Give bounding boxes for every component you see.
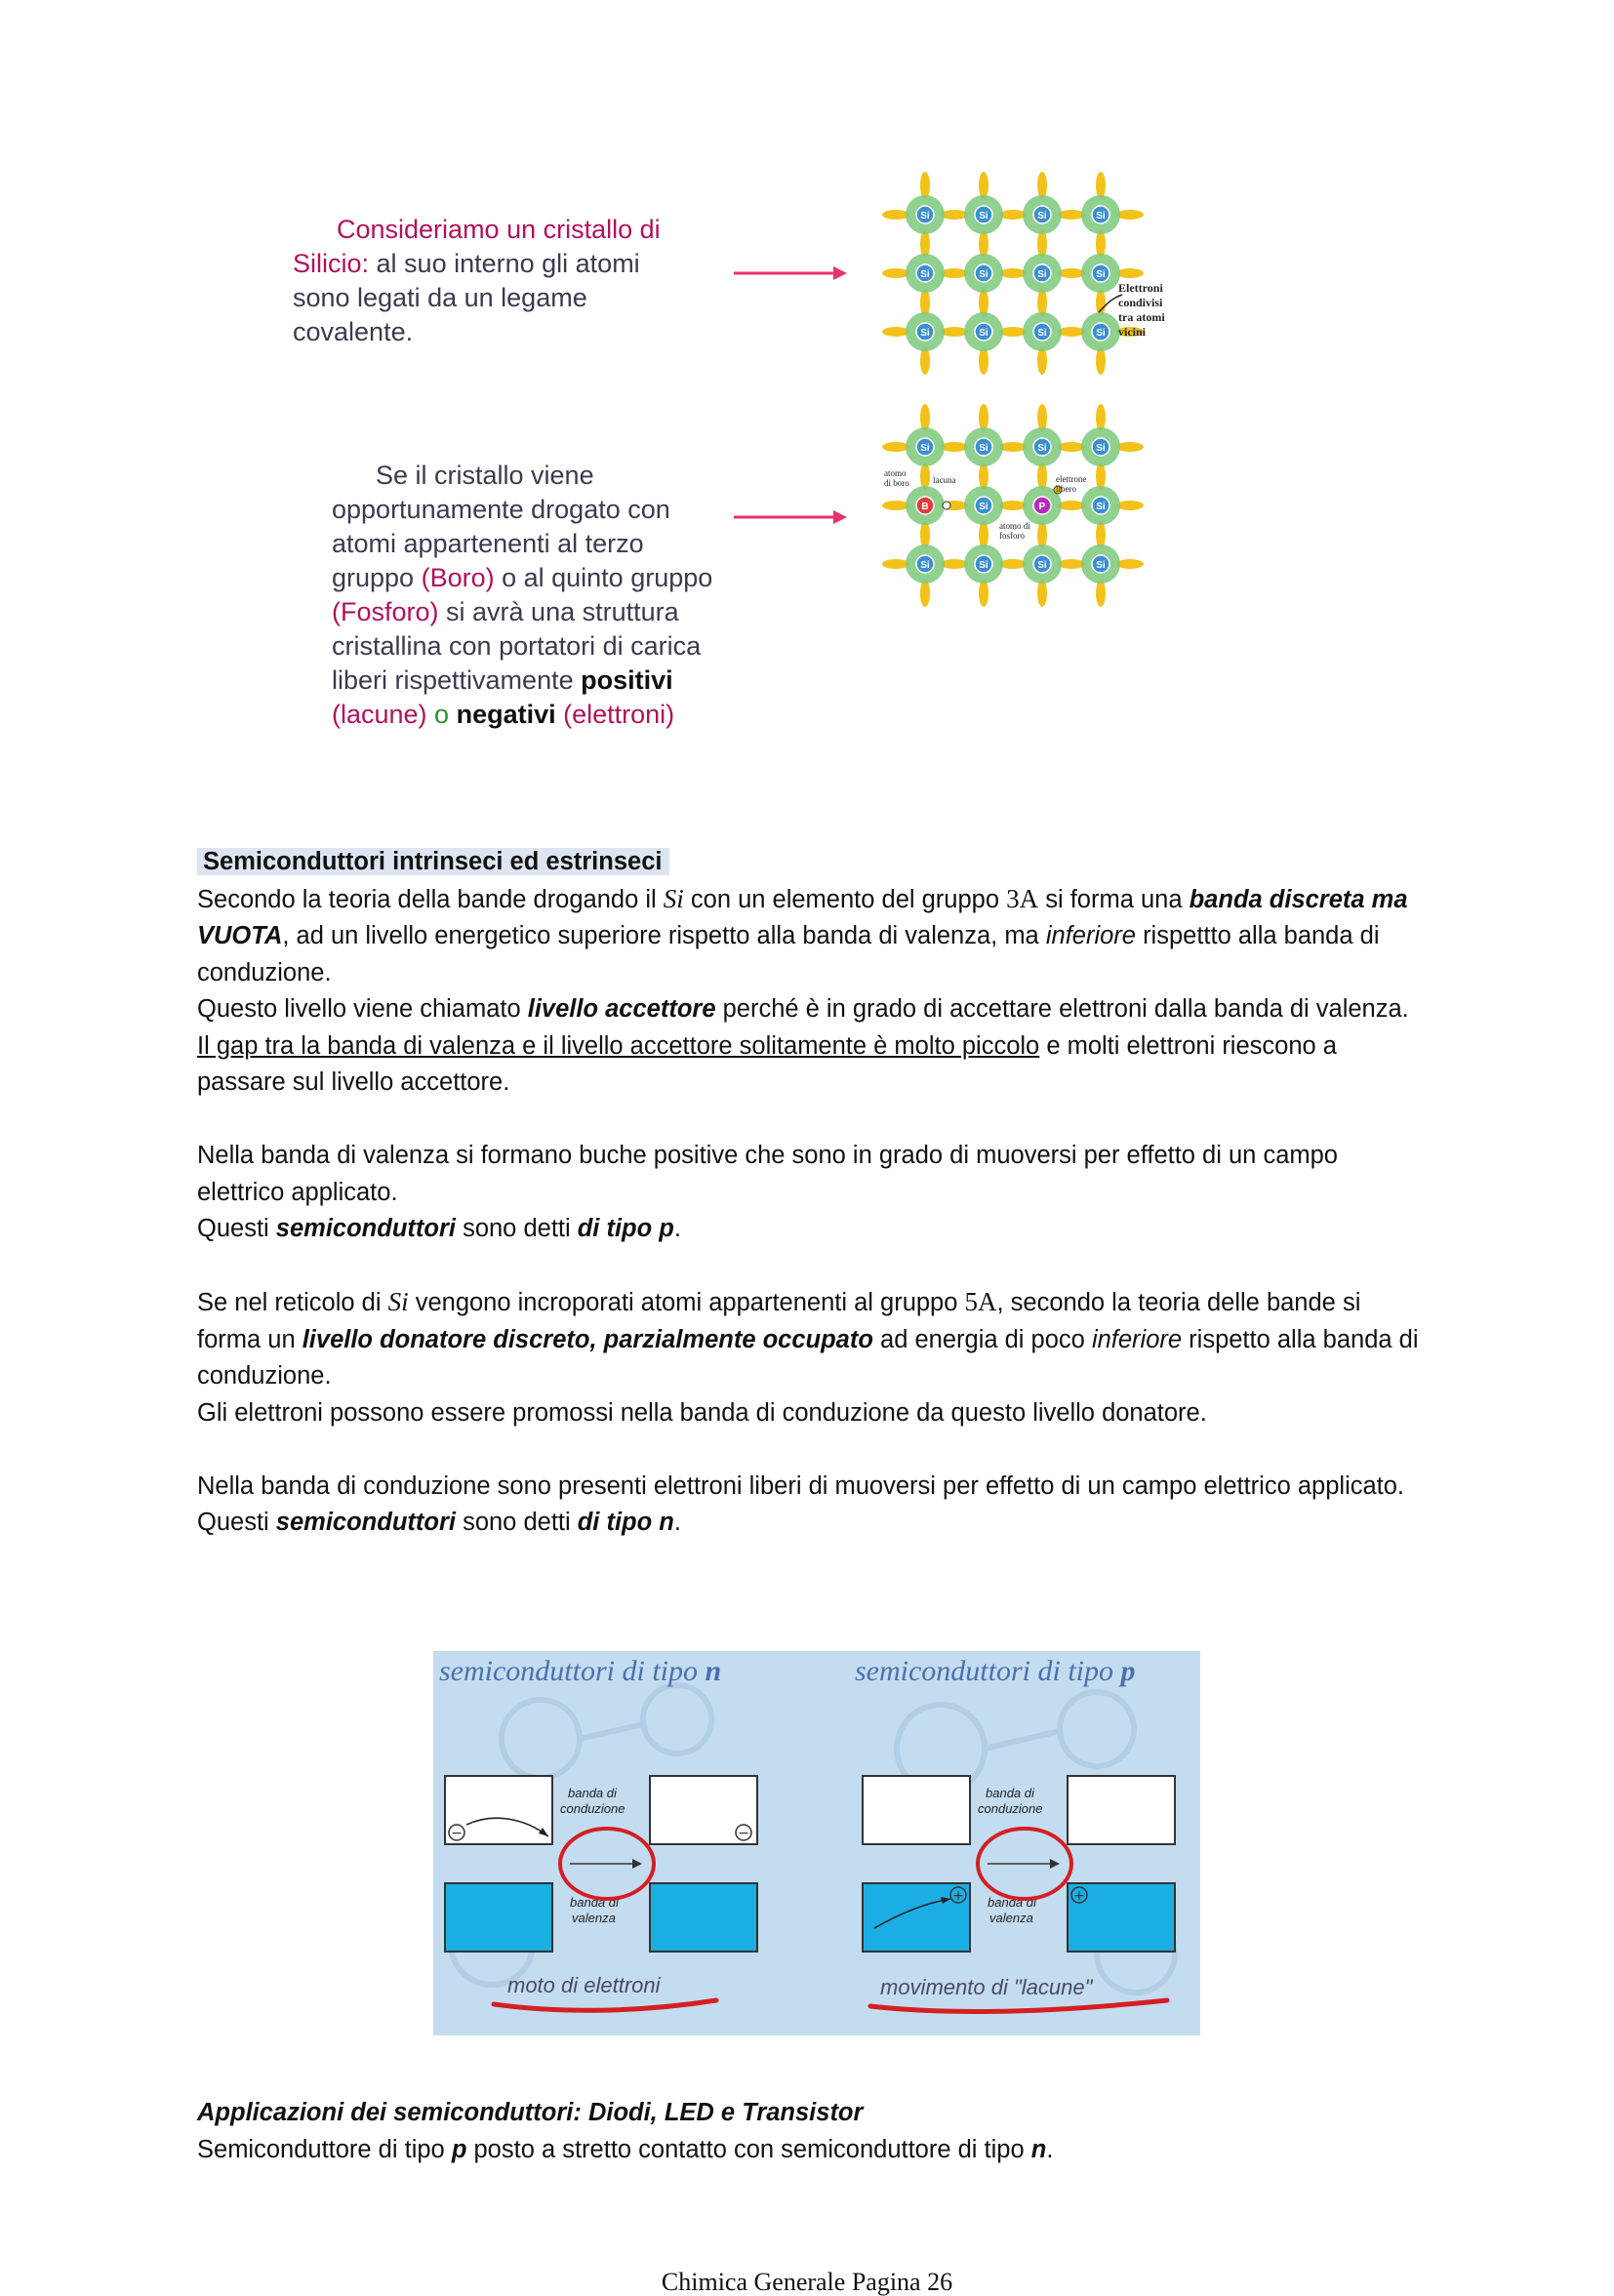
doping-text-holes: (lacune) (332, 700, 427, 729)
shared-electron-pair (999, 442, 1027, 452)
svg-text:Si: Si (1037, 443, 1047, 454)
page-footer: Chimica Generale Pagina 26 (661, 2268, 953, 2296)
paragraph: Questi semiconduttori sono detti di tipo n. (197, 1509, 681, 1536)
valence-band-n-left (445, 1883, 552, 1952)
shared-electron-pair (1096, 172, 1106, 199)
doping-text-line: o al quinto gruppo (494, 563, 713, 592)
valence-label-n: banda di (570, 1895, 619, 1910)
shared-electron-pair (882, 559, 909, 569)
atom (906, 254, 945, 293)
shared-electron-pair (1058, 559, 1085, 569)
shared-electrons-annotation: Elettroni condivisi tra atomi vicini (1118, 281, 1165, 339)
svg-text:Si: Si (979, 502, 989, 512)
atom (906, 544, 945, 584)
doping-text-line: liberi rispettivamente (332, 665, 582, 695)
shared-electron-pair (1116, 501, 1144, 510)
doping-text-line: Se il cristallo viene (376, 461, 594, 490)
shared-electron-pair (920, 172, 930, 199)
doping-text-line: opportunamente drogato con (332, 495, 670, 524)
svg-text:Si: Si (1096, 269, 1106, 280)
shared-electron-pair (1058, 210, 1085, 220)
shared-electron-pair (941, 268, 968, 278)
doping-text-negative: negativi (456, 700, 556, 729)
shared-electron-pair (1116, 210, 1144, 220)
shared-electron-pair (882, 210, 909, 220)
atom (964, 486, 1003, 525)
atom (1081, 486, 1120, 525)
conduction-label-n: conduzione (560, 1801, 625, 1816)
shared-electron-pair (1037, 580, 1047, 607)
svg-text:B: B (921, 502, 929, 512)
shared-electron-pair (1116, 559, 1144, 569)
shared-electron-pair (1037, 172, 1047, 199)
phosphorus-annotation: atomo di fosforo (999, 521, 1030, 541)
doping-text-electrons: (elettroni) (555, 700, 675, 729)
shared-electron-pair (941, 442, 968, 452)
valence-label-n: valenza (572, 1911, 616, 1925)
shared-electron-pair (882, 442, 909, 452)
svg-text:Si: Si (1037, 269, 1047, 280)
svg-text:Si: Si (1096, 560, 1106, 571)
doping-text-line: si avrà una struttura (438, 597, 679, 626)
caption-n-type: moto di elettroni (507, 1973, 661, 1997)
shared-electron-pair (979, 580, 989, 607)
svg-text:Si: Si (1096, 502, 1106, 512)
shared-electron-pair (1096, 521, 1106, 548)
shared-electron-pair (920, 580, 930, 607)
section-heading: Applicazioni dei semiconduttori: Diodi, LED e Transistor (197, 2099, 864, 2126)
svg-text:Si: Si (920, 328, 930, 339)
svg-text:Si: Si (1096, 211, 1106, 222)
shared-electron-pair (882, 501, 909, 510)
svg-text:Si: Si (979, 211, 989, 222)
atom (964, 254, 1003, 293)
paragraph: Semiconduttore di tipo p posto a stretto contatto con semiconduttore di tipo n. (197, 2135, 1054, 2163)
electron-icon (449, 1825, 464, 1841)
crystal-text-line: al suo interno gli atomi (369, 249, 640, 278)
shared-electron-pair (1096, 404, 1106, 431)
valence-band-n-right (650, 1883, 757, 1952)
doped-silicon-lattice (878, 302, 1200, 624)
band-diagram-figure (433, 1651, 1200, 2035)
svg-text:−: − (738, 1826, 749, 1841)
hole-icon (1071, 1887, 1087, 1904)
atom (964, 195, 1003, 234)
shared-electron-pair (999, 268, 1027, 278)
arrow-icon (732, 507, 849, 527)
paragraph: Secondo la teoria della bande drogando il Si con un elemento del gruppo 3A si forma una banda discreta ma VUOTA, ad un livello energetico superiore rispetto alla banda di valenza, ma inferiore rispettto alla banda di conduzione. (197, 883, 1408, 987)
atom (1023, 427, 1062, 466)
valence-label-p: banda di (988, 1895, 1036, 1910)
shared-electron-pair (979, 172, 989, 199)
crystal-text-line: sono legati da un legame (293, 283, 587, 312)
shared-electron-pair (920, 463, 930, 490)
paragraph: Gli elettroni possono essere promossi nella banda di conduzione da questo livello donatore. (197, 1398, 1207, 1427)
shared-electron-pair (1058, 442, 1085, 452)
svg-text:Si: Si (1096, 328, 1106, 339)
crystal-text-line: covalente. (293, 317, 414, 346)
shared-electron-pair (979, 404, 989, 431)
shared-electron-pair (1037, 521, 1047, 548)
hole-annotation: lacuna (933, 475, 956, 485)
conduction-band-p-left (863, 1776, 970, 1844)
shared-electron-pair (979, 230, 989, 258)
shared-electron-pair (979, 463, 989, 490)
svg-text:+: + (952, 1888, 964, 1904)
paragraph: Il gap tra la banda di valenza e il livello accettore solitamente è molto piccolo e molti elettroni riescono a passare sul livello accettore. (197, 1031, 1337, 1096)
shared-electron-pair (941, 559, 968, 569)
title-p-type: semiconduttori di tipo p (855, 1655, 1136, 1687)
svg-text:Si: Si (1037, 211, 1047, 222)
paragraph: Nella banda di conduzione sono presenti elettroni liberi di muoversi per effetto di un campo elettrico applicato. (197, 1471, 1405, 1500)
shared-electron-pair (1096, 230, 1106, 258)
shared-electron-pair (1116, 442, 1144, 452)
atom (1081, 544, 1120, 584)
svg-text:Si: Si (1037, 560, 1047, 571)
doping-text-boron: (Boro) (421, 563, 495, 592)
atom (1081, 254, 1120, 293)
paragraph: Questo livello viene chiamato livello accettore perché è in grado di accettare elettroni dalla banda di valenza. (197, 995, 1409, 1023)
shared-electron-pair (882, 268, 909, 278)
svg-text:Si: Si (920, 269, 930, 280)
crystal-text-silicon: Silicio: (293, 249, 370, 278)
conduction-label-n: banda di (568, 1786, 617, 1800)
svg-text:Si: Si (979, 560, 989, 571)
shared-electron-pair (1096, 463, 1106, 490)
hole-icon (950, 1887, 966, 1904)
crystal-text-line: Consideriamo un cristallo di (337, 215, 661, 244)
shared-electron-pair (1037, 230, 1047, 258)
shared-electron-pair (999, 501, 1027, 510)
svg-text:−: − (451, 1826, 463, 1841)
svg-text:Si: Si (979, 269, 989, 280)
svg-text:Si: Si (920, 443, 930, 454)
shared-electron-pair (1037, 404, 1047, 431)
conduction-label-p: conduzione (978, 1801, 1043, 1816)
svg-text:Si: Si (979, 328, 989, 339)
shared-electron-pair (920, 404, 930, 431)
svg-text:Si: Si (1096, 443, 1106, 454)
shared-electron-pair (920, 230, 930, 258)
shared-electron-pair (1058, 501, 1085, 510)
shared-electron-pair (1116, 268, 1144, 278)
section-semiconductors (197, 844, 1427, 1542)
shared-electron-pair (979, 521, 989, 548)
atom (964, 544, 1003, 584)
boron-annotation: atomo di boro (884, 468, 909, 488)
shared-electron-pair (1058, 268, 1085, 278)
atom (906, 486, 945, 525)
svg-text:Si: Si (979, 443, 989, 454)
doping-text-line: cristallina con portatori di carica (332, 631, 702, 661)
crystal-figure (293, 98, 1327, 771)
doping-description (332, 459, 790, 732)
conduction-label-p: banda di (986, 1786, 1034, 1800)
atom (906, 427, 945, 466)
atom (1081, 427, 1120, 466)
caption-p-type: movimento di "lacune" (880, 1975, 1093, 1999)
atom (906, 195, 945, 234)
paragraph: Se nel reticolo di Si vengono incroporati atomi appartenenti al gruppo 5A, secondo la teoria delle bande si forma un livello donatore discreto, parzialmente occupato ad energia di poco inferiore rispetto alla banda di conduzione. (197, 1287, 1419, 1390)
doping-text-line: atomi appartenenti al terzo (332, 529, 644, 558)
shared-electron-pair (1096, 580, 1106, 607)
shared-electron-pair (999, 210, 1027, 220)
atom (1023, 195, 1062, 234)
electron-icon (736, 1825, 751, 1841)
atom (964, 427, 1003, 466)
paragraph: Nella banda di valenza si formano buche positive che sono in grado di muoversi per effetto di un campo elettrico applicato. (197, 1142, 1338, 1206)
shared-electron-pair (1037, 463, 1047, 490)
crystal-description (293, 213, 703, 349)
arrow-icon (732, 263, 849, 283)
atom (1023, 254, 1062, 293)
section-heading: Semiconduttori intrinseci ed estrinseci (197, 848, 669, 875)
free-electron-annotation: elettrone libero (1056, 474, 1087, 494)
atom (1081, 195, 1120, 234)
shared-electron-pair (999, 559, 1027, 569)
conduction-band-p-right (1068, 1776, 1175, 1844)
section-applications (197, 2095, 1427, 2168)
paragraph: Questi semiconduttori sono detti di tipo p. (197, 1215, 681, 1242)
atom (1023, 544, 1062, 584)
hole-icon (943, 502, 950, 509)
doping-text-positive: positivi (581, 665, 673, 695)
shared-electron-pair (920, 521, 930, 548)
svg-text:+: + (1073, 1888, 1085, 1904)
doping-text-or: o (426, 700, 457, 729)
svg-text:Si: Si (1037, 328, 1047, 339)
doping-text-line: gruppo (332, 563, 422, 592)
svg-text:Si: Si (920, 560, 930, 571)
valence-label-p: valenza (989, 1911, 1033, 1925)
svg-text:P: P (1038, 502, 1046, 512)
title-n-type: semiconduttori di tipo n (439, 1655, 722, 1687)
shared-electron-pair (941, 210, 968, 220)
pointer-line-icon (1095, 293, 1124, 316)
svg-text:Si: Si (920, 211, 930, 222)
band-diagram (433, 1651, 1200, 2035)
doping-text-phosphorus: (Fosforo) (332, 597, 439, 626)
